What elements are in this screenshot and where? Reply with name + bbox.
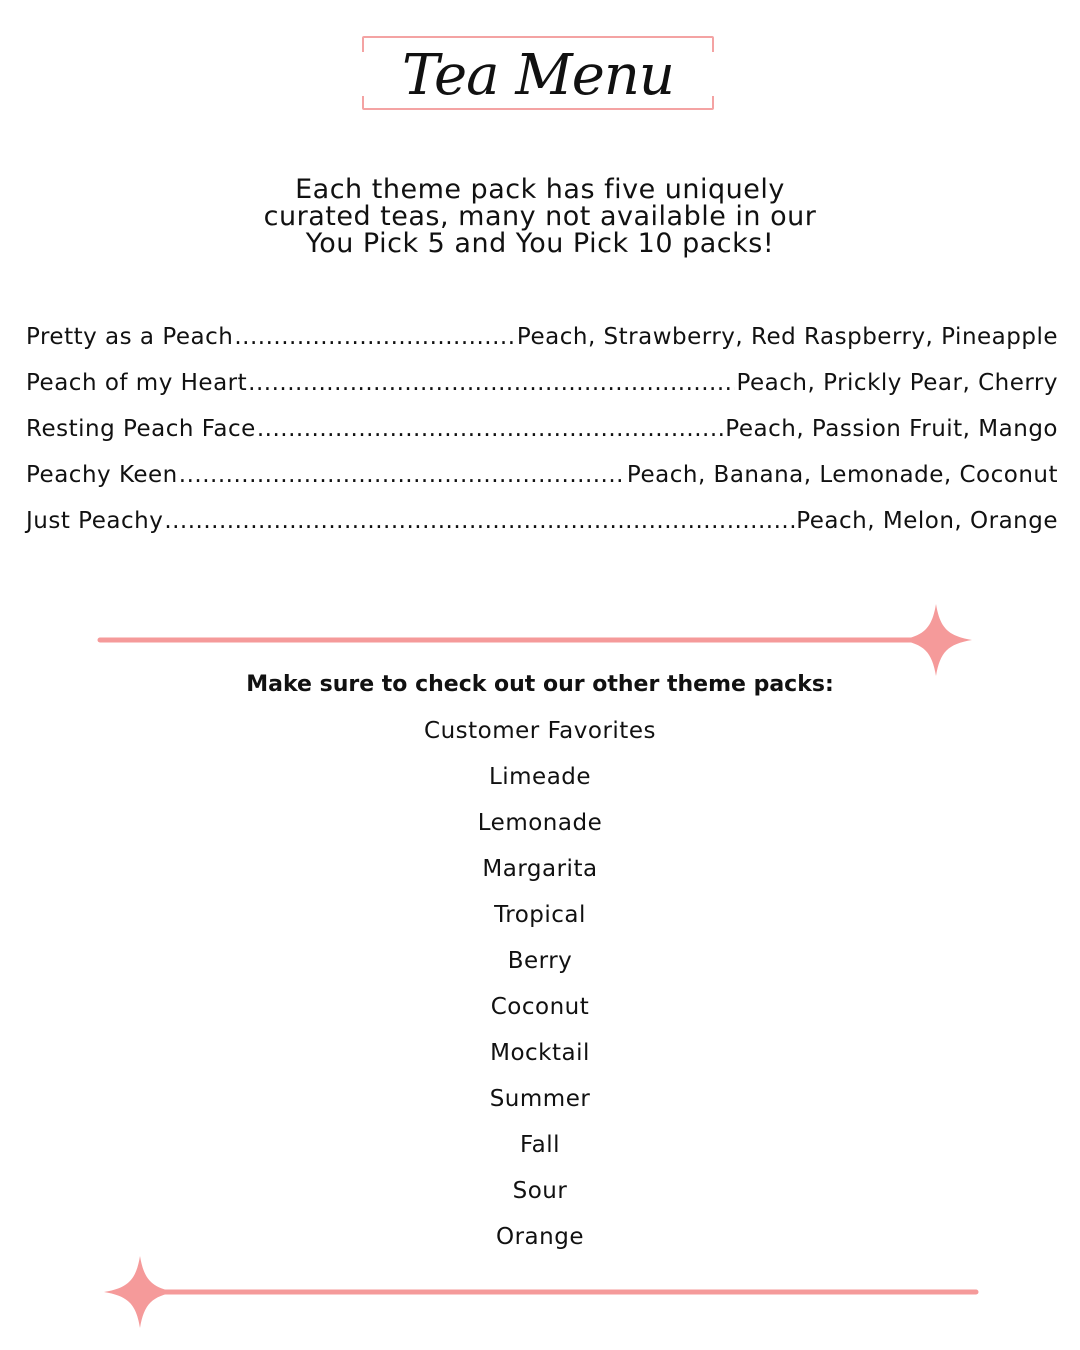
tea-menu-list <box>26 324 1058 554</box>
pack-item: Berry <box>507 948 573 974</box>
other-packs-heading: Make sure to check out our other theme packs: <box>246 672 834 697</box>
pack-item: Lemonade <box>477 810 603 836</box>
page-title: Tea Menu <box>402 42 674 108</box>
pack-item: Summer <box>489 1086 591 1112</box>
menu-item-name: Pretty as a Peach <box>26 324 234 350</box>
sparkle-icon <box>104 1256 176 1328</box>
menu-item-flavors: Peach, Banana, Lemonade, Coconut <box>626 462 1058 488</box>
title-frame <box>362 36 714 110</box>
dot-leader <box>234 324 516 350</box>
menu-item-name: Peach of my Heart <box>26 370 248 396</box>
top-divider <box>96 600 986 680</box>
menu-item-flavors: Peach, Melon, Orange <box>796 508 1058 534</box>
pack-item: Mocktail <box>490 1040 590 1066</box>
menu-item <box>26 324 1058 370</box>
menu-item-name: Peachy Keen <box>26 462 178 488</box>
pack-item: Limeade <box>488 764 592 790</box>
bottom-divider <box>96 1252 986 1332</box>
menu-item <box>26 508 1058 554</box>
menu-item <box>26 416 1058 462</box>
intro-line: Each theme pack has five uniquely <box>295 174 785 205</box>
menu-item-name: Just Peachy <box>26 508 164 534</box>
pack-item: Coconut <box>490 994 590 1020</box>
sparkle-icon <box>900 604 972 676</box>
menu-item-flavors: Peach, Passion Fruit, Mango <box>725 416 1058 442</box>
dot-leader <box>257 416 724 442</box>
menu-item-flavors: Peach, Prickly Pear, Cherry <box>736 370 1058 396</box>
intro-text <box>0 176 1080 257</box>
menu-item-flavors: Peach, Strawberry, Red Raspberry, Pineapple <box>516 324 1058 350</box>
other-packs-list <box>0 718 1080 1270</box>
dot-leader <box>164 508 795 534</box>
pack-item: Orange <box>496 1224 584 1250</box>
menu-item <box>26 370 1058 416</box>
pack-item: Sour <box>512 1178 568 1204</box>
dot-leader <box>248 370 735 396</box>
menu-item-name: Resting Peach Face <box>26 416 256 442</box>
pack-item: Fall <box>520 1132 560 1158</box>
pack-item: Tropical <box>494 902 586 928</box>
pack-item: Customer Favorites <box>424 718 656 744</box>
intro-line: curated teas, many not available in our <box>263 201 817 232</box>
intro-line: You Pick 5 and You Pick 10 packs! <box>305 228 775 259</box>
pack-item: Margarita <box>482 856 598 882</box>
menu-item <box>26 462 1058 508</box>
dot-leader <box>179 462 626 488</box>
